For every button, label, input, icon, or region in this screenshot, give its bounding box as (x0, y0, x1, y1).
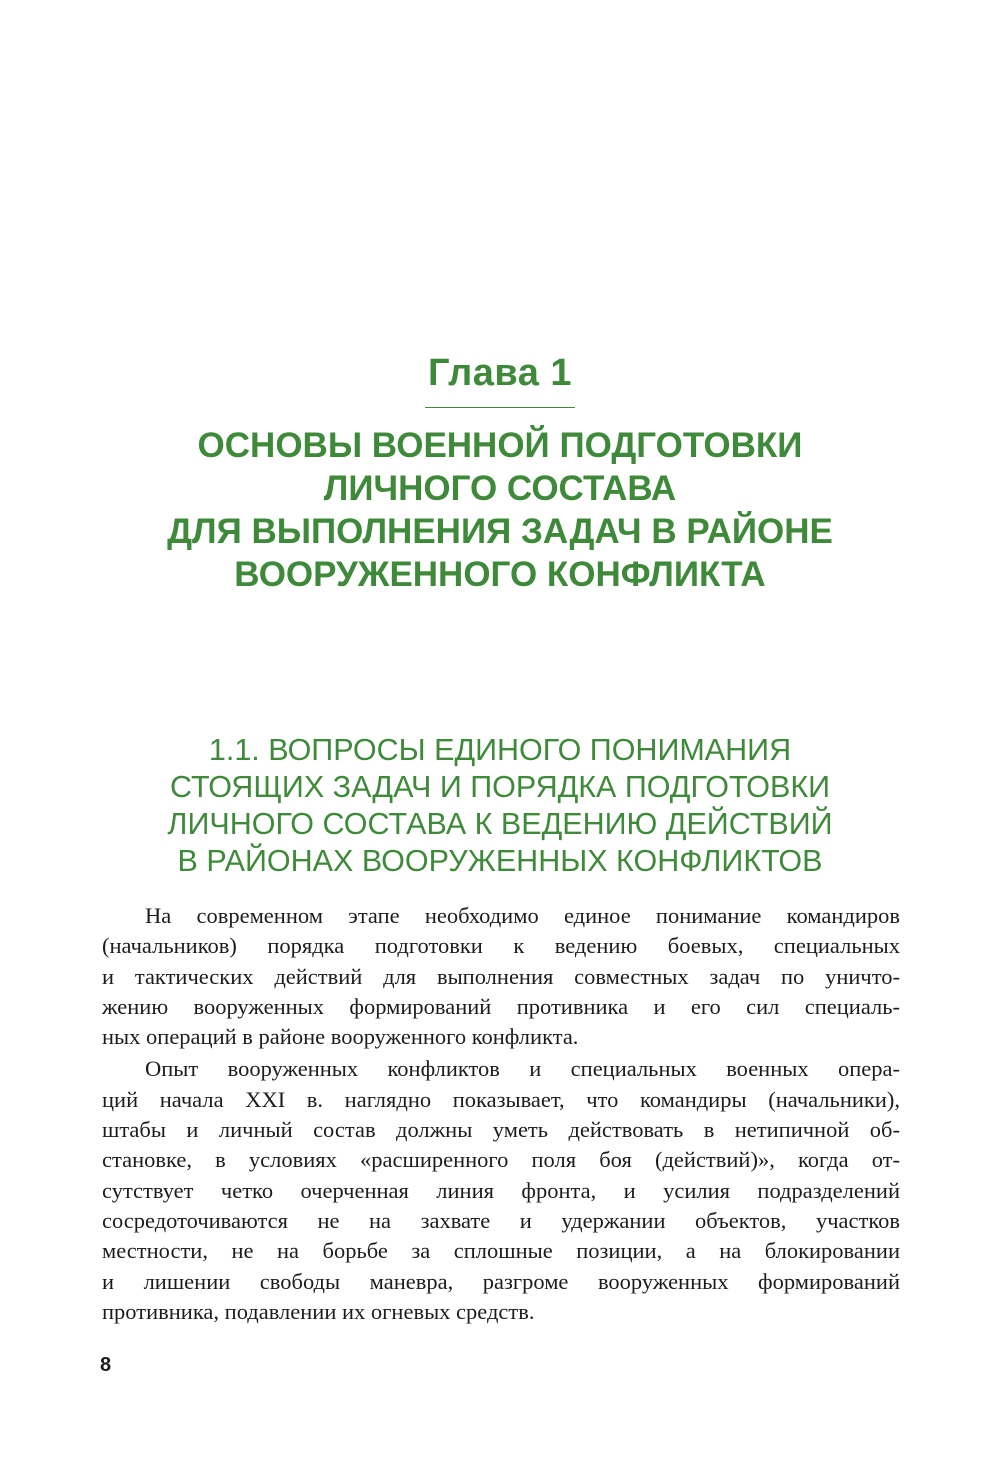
section-title-line: 1.1. ВОПРОСЫ ЕДИНОГО ПОНИМАНИЯ (208, 733, 792, 767)
section-title (100, 732, 900, 880)
text-line: ций начала XXI в. наглядно показывает, что командиры (начальники), (102, 1086, 900, 1112)
chapter-title-line: ДЛЯ ВЫПОЛНЕНИЯ ЗАДАЧ В РАЙОНЕ (167, 512, 833, 551)
chapter-title-line: ВООРУЖЕННОГО КОНФЛИКТА (234, 555, 766, 594)
text-line: Опыт вооруженных конфликтов и специальных военных опера- (145, 1056, 900, 1082)
text-line: становке, в условиях «расширенного поля боя (действий)», когда от- (102, 1147, 900, 1173)
text-line: сутствует четко очерченная линия фронта, и усилия подразделений (102, 1177, 900, 1203)
body-text (102, 901, 900, 1327)
chapter-label: Глава 1 (427, 352, 573, 394)
page-number: 8 (100, 1354, 112, 1376)
chapter-divider (425, 407, 575, 408)
paragraph-1 (102, 901, 900, 1052)
text-line: жению вооруженных формирований противника и его сил специаль- (102, 993, 900, 1019)
section-title-line: ЛИЧНОГО СОСТАВА К ВЕДЕНИЮ ДЕЙСТВИЙ (167, 807, 833, 841)
chapter-title-line: ЛИЧНОГО СОСТАВА (323, 469, 677, 508)
paragraph-2 (102, 1054, 900, 1327)
text-line: штабы и личный состав должны уметь действовать в нетипичной об- (102, 1117, 900, 1143)
section-title-line: В РАЙОНАХ ВООРУЖЕННЫХ КОНФЛИКТОВ (177, 844, 823, 878)
chapter-title-line: ОСНОВЫ ВОЕННОЙ ПОДГОТОВКИ (197, 426, 803, 465)
chapter-title (100, 424, 900, 596)
text-line: и тактических действий для выполнения совместных задач по уничто- (102, 963, 900, 989)
text-line: ных операций в районе вооруженного конфликта. (102, 1024, 579, 1050)
section-title-line: СТОЯЩИХ ЗАДАЧ И ПОРЯДКА ПОДГОТОВКИ (169, 770, 831, 804)
text-line: сосредоточиваются не на захвате и удержании объектов, участков (102, 1207, 900, 1233)
text-line: и лишении свободы маневра, разгроме вооруженных формирований (102, 1268, 900, 1294)
text-line: местности, не на борьбе за сплошные позиции, а на блокировании (102, 1238, 900, 1264)
text-line: противника, подавлении их огневых средств. (102, 1298, 535, 1324)
text-line: На современном этапе необходимо единое понимание командиров (145, 903, 900, 928)
text-line: (начальников) порядка подготовки к ведению боевых, специальных (102, 933, 900, 959)
